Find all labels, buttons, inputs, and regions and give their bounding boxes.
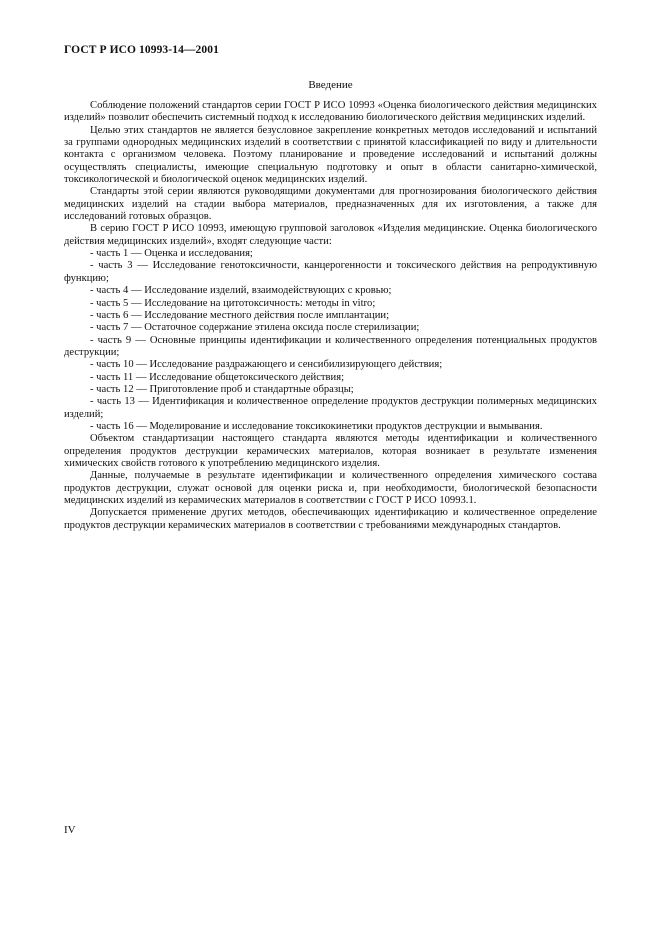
paragraph: Целью этих стандартов не является безусловное закрепление конкретных методов исследований и испытаний за группами однородных медицинских изделий в соответствии с принятой классификацией по виду и длительности контакта с организмом человека. Поэтому планирование и проведение исследований и испытаний должны осуществлять специалисты, имеющие специальную подготовку и опыт в области санитарно-химической, токсикологической и биологической оценок медицинских изделий. [64,124,597,186]
document-header: ГОСТ Р ИСО 10993-14—2001 [64,44,219,56]
list-item: - часть 4 — Исследование изделий, взаимодействующих с кровью; [90,285,392,297]
page-number: IV [64,824,76,836]
list-item: - часть 11 — Исследование общетоксического действия; [90,371,345,383]
list-item: - часть 13 — Идентификация и количественное определение продуктов деструкции полимерных медицинских изделий; [64,396,597,420]
paragraph: Соблюдение положений стандартов серии ГОСТ Р ИСО 10993 «Оценка биологического действия медицинских изделий» позволит обеспечить системный подход к исследованию биологического действия медицинских изделий. [64,100,597,124]
list-item: - часть 3 — Исследование генотоксичности, канцерогенности и токсического действия на репродуктивную функцию; [64,260,597,284]
list-item: - часть 5 — Исследование на цитотоксичность: методы in vitro; [90,297,376,309]
section-title: Введение [308,79,353,91]
list-item: - часть 16 — Моделирование и исследование токсикокинетики продуктов деструкции и вымывания. [90,420,543,432]
list-item: - часть 10 — Исследование раздражающего и сенсибилизирующего действия; [90,359,443,371]
list-item: - часть 7 — Остаточное содержание этилена оксида после стерилизации; [90,322,420,334]
list-item: - часть 12 — Приготовление проб и стандартные образцы; [90,383,354,395]
list-item: - часть 6 — Исследование местного действия после имплантации; [90,309,390,321]
list-item: - часть 9 — Основные принципы идентификации и количественного определения потенциальных продуктов деструкции; [64,334,597,358]
paragraph: Стандарты этой серии являются руководящими документами для прогнозирования биологического действия медицинских изделий на стадии выбора материалов, предназначенных для их изготовления, а также для исследований готовых образцов. [64,186,597,223]
paragraph: Объектом стандартизации настоящего стандарта являются методы идентификации и количественного определения продуктов деструкции керамических материалов, которая возникает в результате изменения химических свойств готового к употреблению медицинского изделия. [64,433,597,469]
parts-list [64,248,597,433]
paragraph: Данные, получаемые в результате идентификации и количественного определения химического состава продуктов деструкции, служат основой для оценки риска и, при необходимости, биологической безопасности медицинских изделий из керамических материалов в соответствии с ГОСТ Р ИСО 10993.1. [64,470,597,506]
document-body [64,100,597,532]
paragraph: Допускается применение других методов, обеспечивающих идентификацию и количественное определение продуктов деструкции керамических материалов в соответствии с требованиями международных стандартов. [64,507,597,531]
list-item: - часть 1 — Оценка и исследования; [90,248,253,260]
paragraph: В серию ГОСТ Р ИСО 10993, имеющую групповой заголовок «Изделия медицинские. Оценка биологического действия медицинских изделий», входят следующие части: [64,223,597,247]
